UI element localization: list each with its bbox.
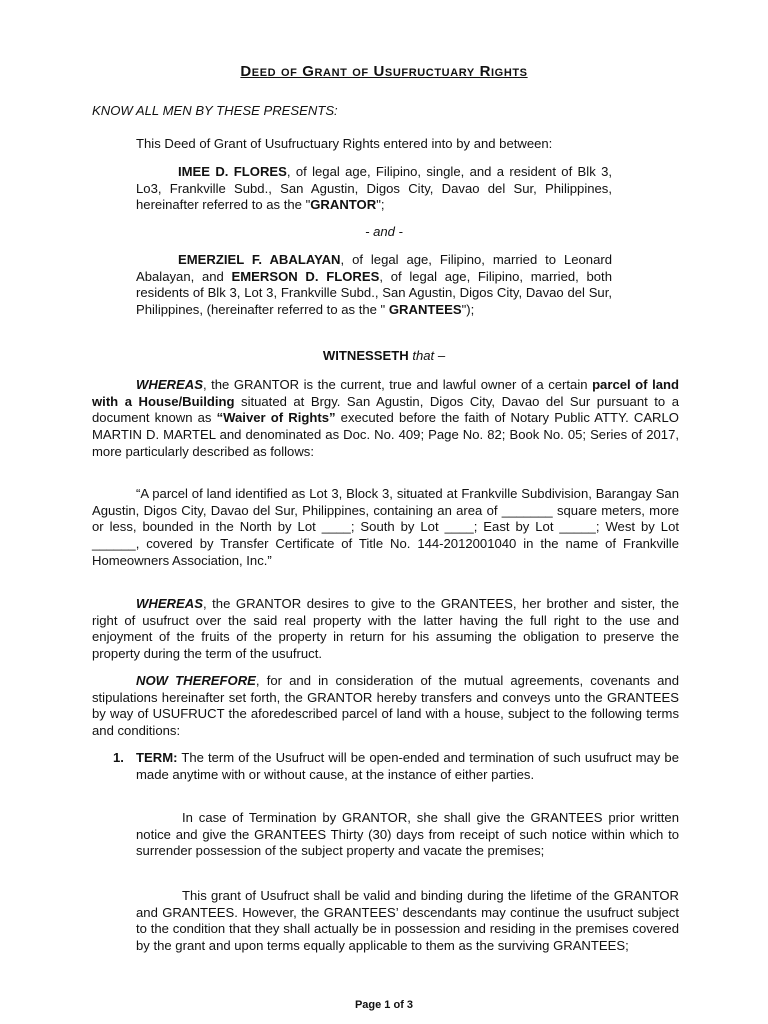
term-validity-paragraph: This grant of Usufruct shall be valid and binding during the lifetime of the GRANTOR and GRANTEES. However, the GRANTEES’ descendants may continue the usufruct subject to the condition that they shall actually be in possession and residing in the premises covered by the grant and upon terms equally applicable to them as the surviving GRANTEES; <box>136 888 679 954</box>
document-title: Deed of Grant of Usufructuary Rights <box>240 63 528 80</box>
term-termination-paragraph: In case of Termination by GRANTOR, she shall give the GRANTEES prior written notice and give the GRANTEES Thirty (30) days from receipt of such notice within which to surrender possession of the subject property and vacate the premises; <box>136 810 679 859</box>
term-number: 1. <box>113 750 124 765</box>
grantee-name-2: EMERSON D. FLORES <box>231 268 380 284</box>
grantees-role: GRANTEES <box>388 302 462 318</box>
grantor-name: IMEE D. FLORES <box>178 164 287 179</box>
whereas-paragraph-2: WHEREAS, the GRANTOR desires to give to the GRANTEES, her brother and sister, the right of usufruct over the said real property with the latter having the full right to the use and enjoyment of the fruits of the property in return for his assuming the obligation to preserve the property during the term of the usufruct. <box>92 596 679 662</box>
grantor-paragraph: IMEE D. FLORES, of legal age, Filipino, single, and a resident of Blk 3, Lo3, Frankville Subd., San Agustin, Digos City, Davao del Sur, Philippines, hereinafter referred to as the "GRANTOR"; <box>136 164 612 213</box>
term-paragraph: TERM: The term of the Usufruct will be open-ended and termination of such usufruct may be made anytime with or without cause, at the instance of either parties. <box>136 750 679 782</box>
now-therefore-paragraph: NOW THEREFORE, for and in consideration of the mutual agreements, covenants and stipulations hereinafter set forth, the GRANTOR hereby transfers and conveys unto the GRANTEES by way of USUFRUCT the aforedescribed parcel of land with a house, subject to the following terms and conditions: <box>92 673 679 739</box>
term-label: TERM: <box>136 750 178 765</box>
intro-paragraph: This Deed of Grant of Usufructuary Rights entered into by and between: <box>136 136 553 151</box>
property-description: “A parcel of land identified as Lot 3, Block 3, situated at Frankville Subdivision, Barangay San Agustin, Digos City, Davao del Sur, Philippines, containing an area of _______ square meters, more or less, bounded in the North by Lot ____; South by Lot ____; East by Lot _____; West by Lot ______, covered by Transfer Certificate of Title No. 144-2012001040 in the name of Frankville Homeowners Association, Inc.” <box>92 486 679 568</box>
page-number: Page 1 of 3 <box>354 999 414 1011</box>
salutation: KNOW ALL MEN BY THESE PRESENTS: <box>92 103 338 118</box>
grantees-paragraph: EMERZIEL F. ABALAYAN, of legal age, Filipino, married to Leonard Abalayan, and EMERSON D. FLORES, of legal age, Filipino, married, both residents of Blk 3, Lot 3, Frankville Subd., San Agustin, Digos City, Davao del Sur, Philippines, (hereinafter referred to as the " GRANTEES"); <box>136 252 613 318</box>
whereas-paragraph-1: WHEREAS, the GRANTOR is the current, true and lawful owner of a certain parcel of land with a House/Building situated at Brgy. San Agustin, Digos City, Davao del Sur pursuant to a document known as “Waiver of Rights” executed before the faith of Notary Public ATTY. CARLO MARTIN D. MARTEL and denominated as Doc. No. 409; Page No. 82; Book No. 05; Series of 2017, more particularly described as follows: <box>92 377 679 459</box>
and-separator: - and - <box>365 224 403 239</box>
witnesseth-heading: WITNESSETH that – <box>322 348 446 363</box>
grantor-role: GRANTOR <box>310 197 377 213</box>
grantee-name-1: EMERZIEL F. ABALAYAN <box>178 252 341 267</box>
